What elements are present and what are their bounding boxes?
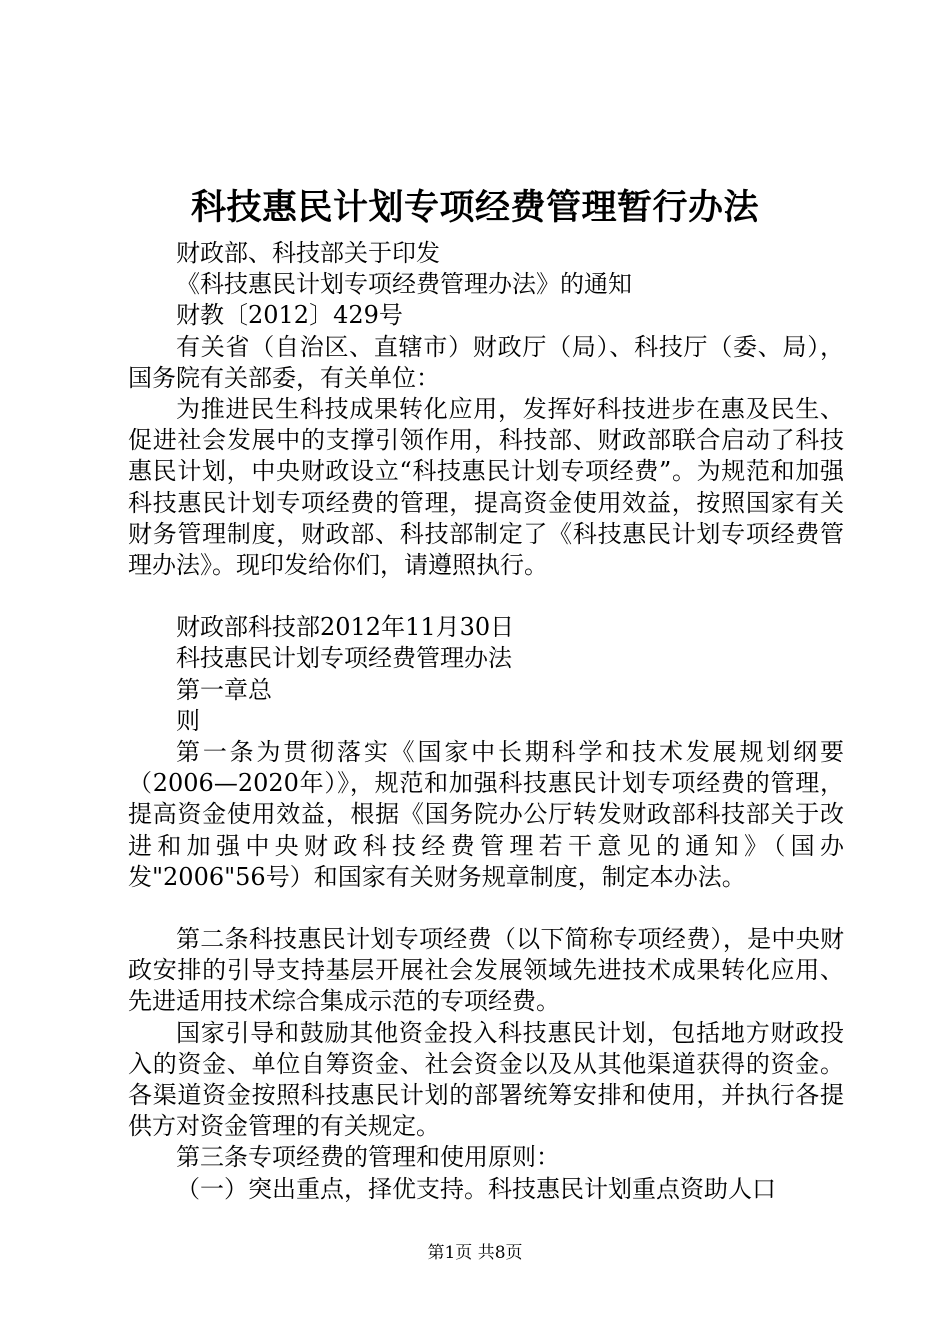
paragraph-article-2: 第二条科技惠民计划专项经费（以下简称专项经费），是中央财政安排的引导支持基层开展社会发展领域先进技术成果转化应用、先进适用技术综合集成示范的专项经费。 xyxy=(128,925,844,1016)
paragraph-signature-date: 财政部科技部2012年11月30日 xyxy=(176,613,515,642)
paragraph-notice-line-2: 《科技惠民计划专项经费管理办法》的通知 xyxy=(176,270,632,299)
paragraph-notice-body: 为推进民生科技成果转化应用，发挥好科技进步在惠及民生、促进社会发展中的支撑引领作用，科技部、财政部联合启动了科技惠民计划，中央财政设立“科技惠民计划专项经费”。为规范和加强科技惠民计划专项经费的管理，提高资金使用效益，按照国家有关财务管理制度，财政部、科技部制定了《科技惠民计划专项经费管理办法》。现印发给你们，请遵照执行。 xyxy=(128,395,844,580)
paragraph-notice-line-1: 财政部、科技部关于印发 xyxy=(176,239,440,267)
paragraph-article-3: 第三条专项经费的管理和使用原则： xyxy=(176,1143,560,1172)
paragraph-article-1: 第一条为贯彻落实《国家中长期科学和技术发展规划纲要（2006—2020年）》，规范和加强科技惠民计划专项经费的管理，提高资金使用效益，根据《国务院办公厅转发财政部科技部关于改进和加强中央财政科技经费管理若干意见的通知》（国办发"2006"56号）和国家有关财务规章制度，制定本办法。 xyxy=(128,738,844,891)
paragraph-article-3-item-1: （一）突出重点，择优支持。科技惠民计划重点资助人口 xyxy=(176,1174,776,1203)
document-title: 科技惠民计划专项经费管理暂行办法 xyxy=(190,187,759,228)
paragraph-article-2-cont: 国家引导和鼓励其他资金投入科技惠民计划，包括地方财政投入的资金、单位自筹资金、社会资金以及从其他渠道获得的资金。各渠道资金按照科技惠民计划的部署统筹安排和使用，并执行各提供方对资金管理的有关规定。 xyxy=(128,1018,844,1141)
paragraph-document-number: 财教〔2012〕429号 xyxy=(176,301,403,330)
paragraph-addressees: 有关省（自治区、直辖市）财政厅（局）、科技厅（委、局），国务院有关部委，有关单位： xyxy=(128,332,844,392)
document-body xyxy=(128,238,844,1205)
page-footer: 第1页 共8页 xyxy=(427,1243,523,1263)
paragraph-chapter-heading-cont: 则 xyxy=(176,706,200,735)
paragraph-measures-title: 科技惠民计划专项经费管理办法 xyxy=(176,644,512,673)
paragraph-chapter-heading: 第一章总 xyxy=(176,675,272,704)
